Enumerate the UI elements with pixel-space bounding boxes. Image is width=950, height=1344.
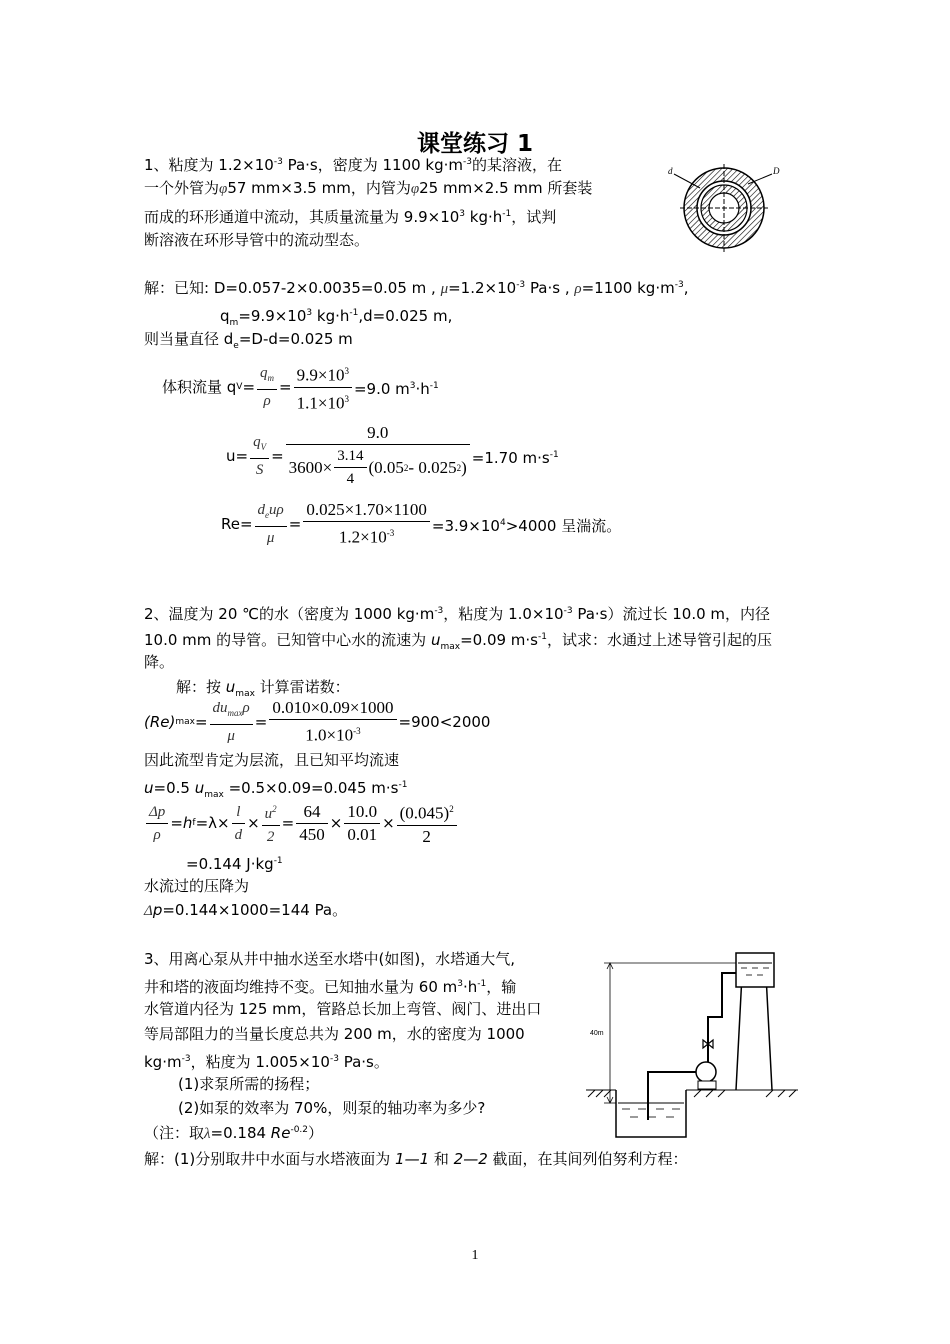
p3-solution-intro: 解：(1)分别取井中水面与水塔液面为 1—1 和 2—2 截面，在其间列伯努利方程：: [144, 1150, 688, 1168]
p2-sol-line-3: u=0.5 $u_{max} =0.5\times 0.09=0.045$ $m\cdot s^{-1}$: [144, 779, 408, 800]
p2-line-1: 2、温度为 20 ℃的水（密度为 1000 $kg\cdot m^{-3}$，粘度为 $1.0\times 10^{-3}$ Pa·s）流过长 10.0 m，内径: [144, 605, 771, 623]
p1-line-1: 1、粘度为 $1.2\times 10^{-3}$ Pa·s，密度为 1100 $kg\cdot m^{-3}$的某溶液，在: [144, 156, 563, 174]
water-tower-figure: [586, 945, 800, 1145]
p3-question-1: (1)求泵所需的扬程；: [178, 1075, 320, 1093]
annulus-figure: [660, 162, 790, 254]
page-title: 课堂练习 1: [416, 131, 533, 157]
p2-dp-result: =0.144 $J\cdot kg^{-1}$: [186, 855, 283, 873]
p2-re-equation: (Re) max = $\frac{du_{max}\rho}{\mu}$ = $\frac{0.010\times 0.09\times 1000}{1.0\times 10^{-3}}$ =900<2000: [144, 698, 491, 745]
p2-line-3: 降。: [144, 653, 175, 671]
p2-sol-line-4: 水流过的压降为: [144, 877, 250, 895]
p3-line-4: 等局部阻力的当量长度总共为 200 m，水的密度为 1000: [144, 1025, 525, 1043]
p2-sol-line-5: Δp=0.144×1000=144 Pa。: [144, 901, 348, 919]
p3-question-2: (2)如泵的效率为 70%，则泵的轴功率为多少?: [178, 1099, 486, 1117]
p1-re-equation: Re= $\frac{d_eu\rho}{\mu}$ = $\frac{0.025\times 1.70\times 1100}{1.2\times 10^{-3}}$ $=3.9\times 10^4>4000$ 呈湍流。: [221, 500, 622, 547]
p1-qv-equation: 体积流量 q V = $\frac{q_m}{\rho}$ = $\frac{9.9\times 10^3}{1.1\times 10^3}$ =9.0 $m^3\cdot h^{-1}$: [162, 362, 439, 412]
p3-line-2: 井和塔的液面均维持不变。已知抽水量为 60 $m^3\cdot h^{-1}$，输: [144, 978, 517, 996]
p2-sol-line-2: 因此流型肯定为层流，且已知平均流速: [144, 751, 400, 769]
p3-line-5: $kg\cdot m^{-3}$，粘度为 $1.005\times 10^{-3}$ Pa·s。: [144, 1053, 389, 1071]
p2-line-2: 10.0 mm 的导管。已知管中心水的流速为 $u_{max}=0.09$ $m\cdot s^{-1}$，试求：水通过上述导管引起的压: [144, 631, 772, 652]
fig-label-d: d: [668, 166, 673, 176]
p1-sol-line-1: 解：已知: D=0.057-2×0.0035=0.05 m , $\mu=1.2\times 10^{-3}$ Pa·s , ρ=1100 $kg\cdot m^{-3}$,: [144, 279, 689, 297]
p3-line-1: 3、用离心泵从井中抽水送至水塔中(如图)，水塔通大气,: [144, 950, 516, 968]
p1-sol-line-2: $q_m=9.9\times 10^3$ $kg\cdot h^{-1},d=0.025$ m,: [220, 307, 453, 328]
fig-label-40m: 40m: [590, 1030, 604, 1037]
p2-sol-line-1: 解：按 $u_{max}$ 计算雷诺数：: [176, 678, 350, 699]
fig-label-D: D: [773, 166, 780, 176]
p3-note: （注：取λ=0.184 $Re^{-0.2}$）: [144, 1124, 324, 1142]
p2-dp-equation: $\frac{\Delta p}{\rho}$ =h f =λ× $\frac{l}{d}$ × $\frac{u^2}{2}$ = $\frac{64}{450}$ × $\frac{10.0}{0.01}$ × $\frac{(0.045)^2}{2}$: [144, 800, 459, 846]
p1-line-4: 断溶液在环形导管中的流动型态。: [144, 231, 370, 249]
p1-sol-line-3: 则当量直径 $d_e=D-d=0.025$ m: [144, 330, 353, 351]
p1-line-3: 而成的环形通道中流动，其质量流量为 $9.9\times 10^3$ $kg\cdot h^{-1}$，试判: [144, 208, 557, 226]
page-number: 1: [471, 1248, 479, 1263]
p3-line-3: 水管道内径为 125 mm，管路总长加上弯管、阀门、进出口: [144, 1000, 542, 1018]
p1-line-2: 一个外管为φ57 mm×3.5 mm，内管为φ25 mm×2.5 mm 所套装: [144, 179, 593, 197]
p1-u-equation: u= $\frac{q_V}{S}$ = 9.0 3600× $\frac{3.14}{4}$ (0.05 2 - 0.025 2 ) =1.70 $m\cdot s^{-1}$: [226, 423, 559, 487]
